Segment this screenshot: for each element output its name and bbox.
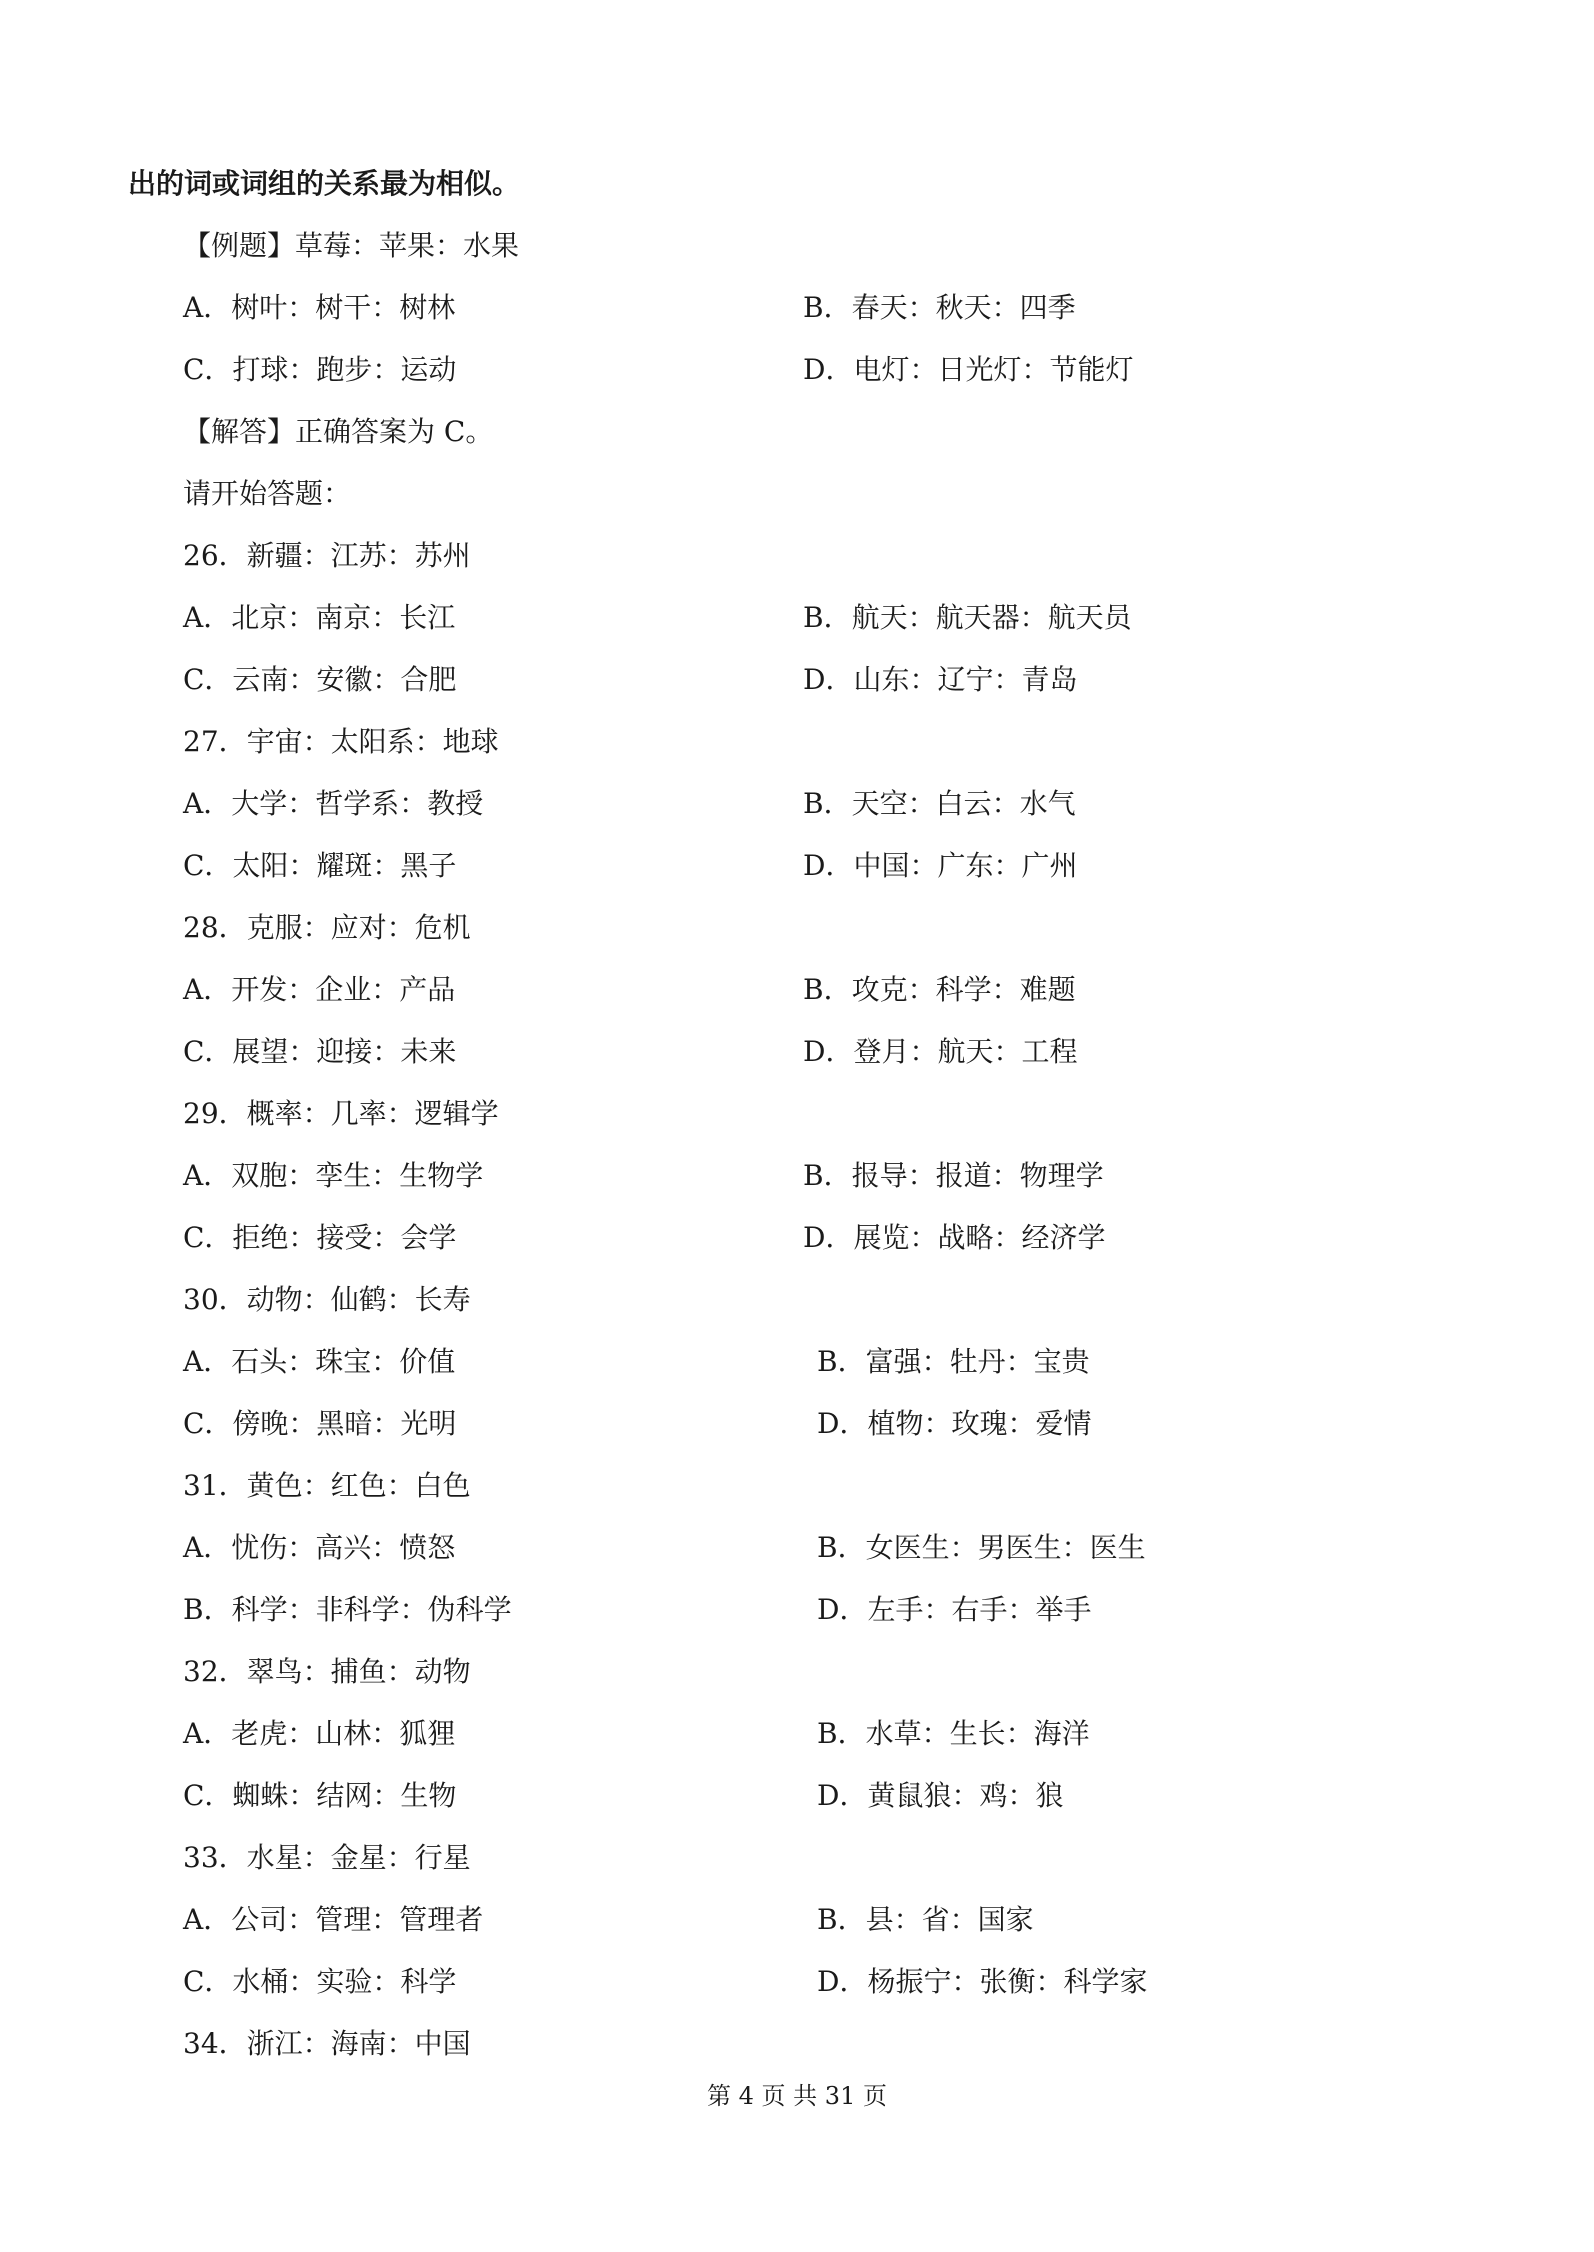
start-prompt: 请开始答题： (183, 477, 352, 510)
question-33-options-row-1 (0, 1898, 1594, 1942)
example-answer: 【解答】正确答案为 C。 (183, 415, 494, 448)
question-26-options-row-1 (0, 596, 1594, 640)
example-option-b: B．春天：秋天：四季 (803, 291, 1076, 324)
question-28-option-b: B．攻克：科学：难题 (803, 973, 1076, 1006)
example-option-c: C．打球：跑步：运动 (183, 353, 457, 386)
question-33-option-b: B．县：省：国家 (817, 1903, 1034, 1936)
question-32-option-d: D．黄鼠狼：鸡：狼 (817, 1779, 1064, 1812)
question-34-stem: 34．浙江：海南：中国 (183, 2027, 471, 2060)
question-30-option-a: A．石头：珠宝：价值 (183, 1345, 456, 1378)
question-31-option-d: D．左手：右手：举手 (817, 1593, 1092, 1626)
question-31-stem: 31．黄色：红色：白色 (183, 1469, 471, 1502)
question-27-options-row-1 (0, 782, 1594, 826)
question-33-option-a: A．公司：管理：管理者 (183, 1903, 484, 1936)
question-26-option-b: B．航天：航天器：航天员 (803, 601, 1132, 634)
question-27-option-a: A．大学：哲学系：教授 (183, 787, 484, 820)
question-33-option-d: D．杨振宁：张衡：科学家 (817, 1965, 1148, 1998)
question-28-option-d: D．登月：航天：工程 (803, 1035, 1078, 1068)
question-30-options-row-2 (0, 1402, 1594, 1446)
example-options-row-2 (0, 348, 1594, 392)
example-options-row-1 (0, 286, 1594, 330)
question-33-option-c: C．水桶：实验：科学 (183, 1965, 457, 1998)
question-28-option-c: C．展望：迎接：未来 (183, 1035, 457, 1068)
question-29-option-b: B．报导：报道：物理学 (803, 1159, 1104, 1192)
question-31-options-row-1 (0, 1526, 1594, 1570)
question-28-options-row-1 (0, 968, 1594, 1012)
question-26-options-row-2 (0, 658, 1594, 702)
question-31-option-c: B．科学：非科学：伪科学 (183, 1593, 512, 1626)
question-27-option-d: D．中国：广东：广州 (803, 849, 1078, 882)
question-27-options-row-2 (0, 844, 1594, 888)
question-28-option-a: A．开发：企业：产品 (183, 973, 456, 1006)
question-29-option-c: C．拒绝：接受：会学 (183, 1221, 457, 1254)
question-33-options-row-2 (0, 1960, 1594, 2004)
question-26-stem: 26．新疆：江苏：苏州 (183, 539, 471, 572)
question-27-stem: 27．宇宙：太阳系：地球 (183, 725, 499, 758)
question-26-option-d: D．山东：辽宁：青岛 (803, 663, 1078, 696)
question-29-options-row-2 (0, 1216, 1594, 1260)
example-option-d: D．电灯：日光灯：节能灯 (803, 353, 1134, 386)
question-32-options-row-1 (0, 1712, 1594, 1756)
question-29-stem: 29．概率：几率：逻辑学 (183, 1097, 499, 1130)
question-30-stem: 30．动物：仙鹤：长寿 (183, 1283, 471, 1316)
question-32-stem: 32．翠鸟：捕鱼：动物 (183, 1655, 471, 1688)
question-30-option-c: C．傍晚：黑暗：光明 (183, 1407, 457, 1440)
example-option-a: A．树叶：树干：树林 (183, 291, 456, 324)
question-28-stem: 28．克服：应对：危机 (183, 911, 471, 944)
question-27-option-c: C．太阳：耀斑：黑子 (183, 849, 457, 882)
instruction-text: 出的词或词组的关系最为相似。 (128, 167, 521, 200)
question-31-options-row-2 (0, 1588, 1594, 1632)
example-stem: 【例题】草莓：苹果：水果 (183, 229, 520, 262)
question-27-option-b: B．天空：白云：水气 (803, 787, 1076, 820)
question-32-option-c: C．蜘蛛：结网：生物 (183, 1779, 457, 1812)
question-26-option-a: A．北京：南京：长江 (183, 601, 456, 634)
question-29-option-d: D．展览：战略：经济学 (803, 1221, 1106, 1254)
question-32-option-a: A．老虎：山林：狐狸 (183, 1717, 456, 1750)
question-31-option-b: B．女医生：男医生：医生 (817, 1531, 1146, 1564)
question-29-options-row-1 (0, 1154, 1594, 1198)
page-footer: 第 4 页 共 31 页 (707, 2082, 887, 2110)
question-33-stem: 33．水星：金星：行星 (183, 1841, 471, 1874)
question-30-options-row-1 (0, 1340, 1594, 1384)
question-32-options-row-2 (0, 1774, 1594, 1818)
question-32-option-b: B．水草：生长：海洋 (817, 1717, 1090, 1750)
question-30-option-b: B．富强：牡丹：宝贵 (817, 1345, 1090, 1378)
question-28-options-row-2 (0, 1030, 1594, 1074)
question-29-option-a: A．双胞：孪生：生物学 (183, 1159, 484, 1192)
question-31-option-a: A．忧伤：高兴：愤怒 (183, 1531, 456, 1564)
question-26-option-c: C．云南：安徽：合肥 (183, 663, 457, 696)
question-30-option-d: D．植物：玫瑰：爱情 (817, 1407, 1092, 1440)
